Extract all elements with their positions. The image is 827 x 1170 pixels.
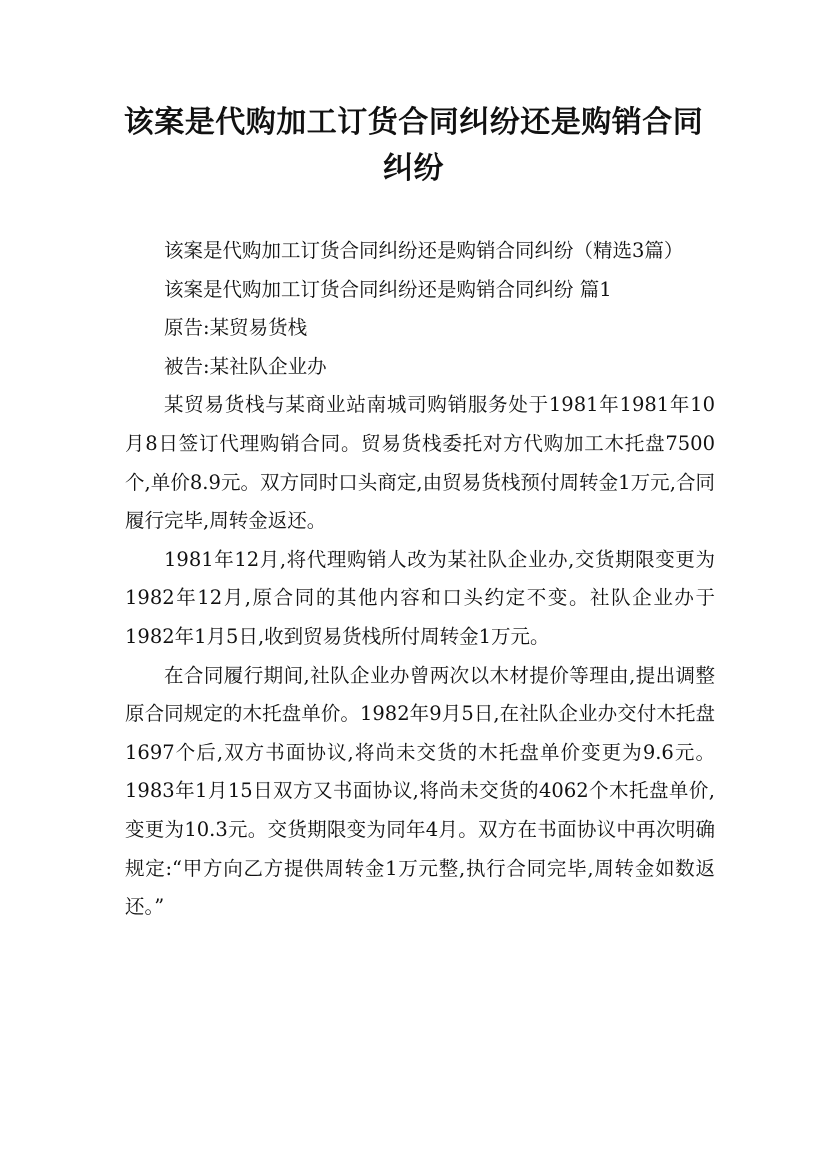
section-heading: 该案是代购加工订货合同纠纷还是购销合同纠纷 篇1	[164, 277, 612, 301]
plaintiff-line: 原告:某贸易货栈	[164, 316, 308, 340]
defendant-line: 被告:某社队企业办	[164, 354, 327, 378]
intro-paragraph: 该案是代购加工订货合同纠纷还是购销合同纠纷（精选3篇）	[164, 239, 684, 262]
facts-paragraph-3: 在合同履行期间,社队企业办曾两次以木材提价等理由,提出调整原合同规定的木托盘单价。1982年9月5日,在社队企业办交付木托盘1697个后,双方书面协议,将尚未交货的木托盘单价变更为9.6元。1983年1月15日双方又书面协议,将尚未交货的4062个木托盘单价,变更为10.3元。交货期限变为同年4月。双方在书面协议中再次明确规定:“甲方向乙方提供周转金1万元整,执行合同完毕,周转金如数返还。”	[125, 663, 715, 919]
document-title: 该案是代购加工订货合同纠纷还是购销合同纠纷	[123, 105, 704, 186]
facts-paragraph-2: 1981年12月,将代理购销人改为某社队企业办,交货期限变更为1982年12月,原合同的其他内容和口头约定不变。社队企业办于1982年1月5日,收到贸易货栈所付周转金1万元。	[125, 547, 715, 648]
facts-paragraph-1: 某贸易货栈与某商业站南城司购销服务处于1981年1981年10月8日签订代理购销合同。贸易货栈委托对方代购加工木托盘7500个,单价8.9元。双方同时口头商定,由贸易货栈预付周转金1万元,合同履行完毕,周转金返还。	[125, 393, 715, 533]
document-body	[125, 232, 715, 927]
